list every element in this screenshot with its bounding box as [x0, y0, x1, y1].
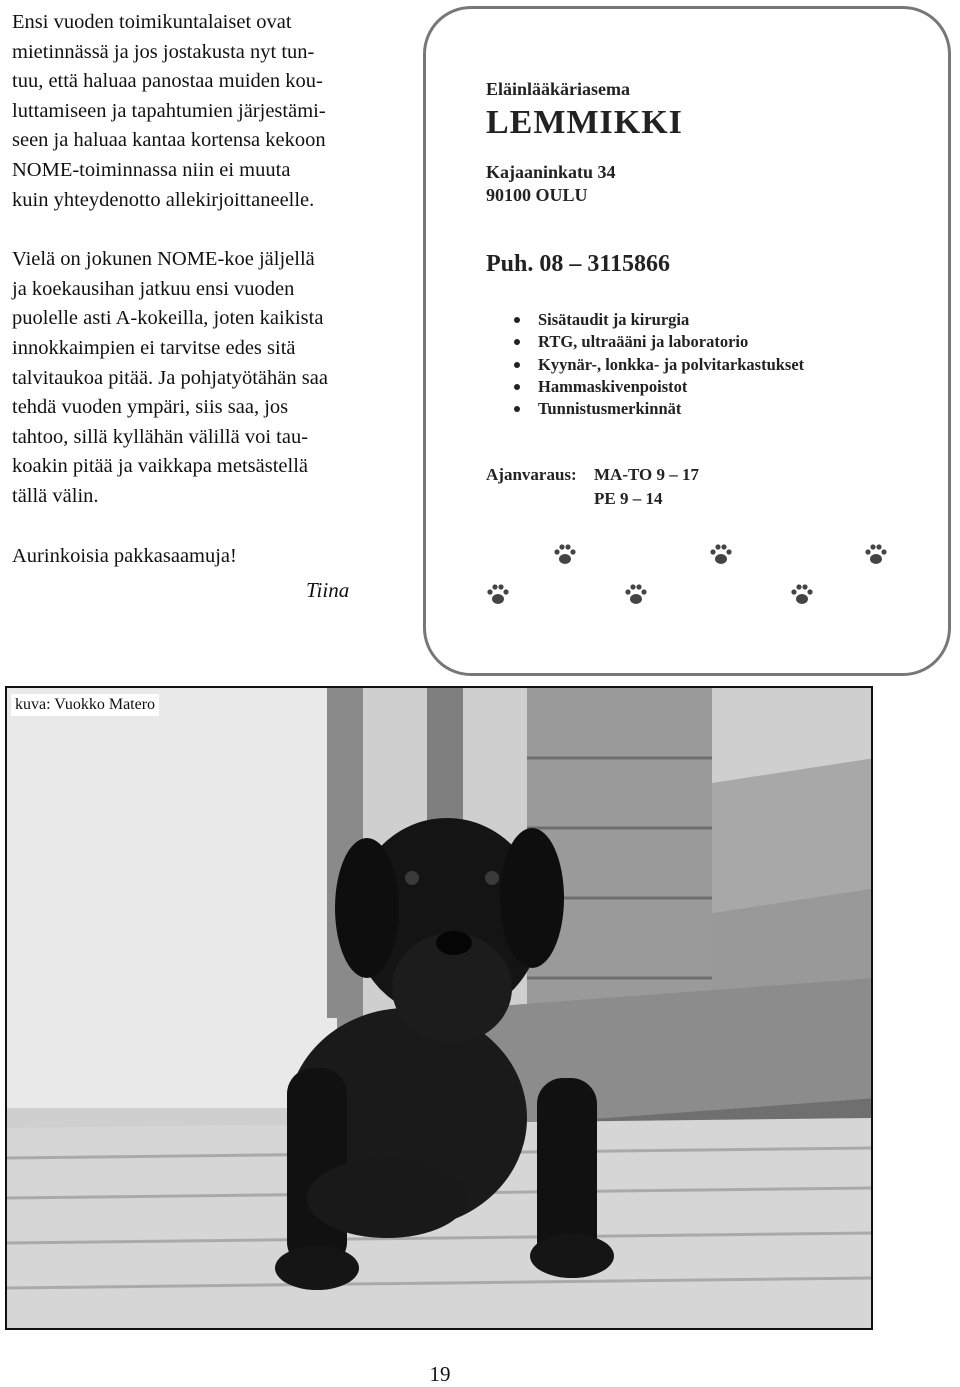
ad-service-item: Kyynär-, lonkka- ja polvitarkastukset	[514, 354, 804, 376]
puppy-photo	[5, 686, 873, 1330]
paw-print-icon	[552, 543, 578, 567]
puppy-photo-illustration	[7, 688, 873, 1330]
text-line: seen ja haluaa kantaa kortensa kekoon	[12, 129, 326, 152]
text-line: talvitaukoa pitää. Ja pohjatyötähän saa	[12, 366, 328, 389]
text-line: Vielä on jokunen NOME-koe jäljellä	[12, 248, 315, 271]
ad-services-list	[514, 309, 804, 420]
ad-city: 90100 OULU	[486, 185, 588, 205]
ad-clinic-type: Eläinlääkäriasema	[486, 79, 631, 99]
text-line: innokkaimpien ei tarvitse edes sitä	[12, 336, 296, 359]
page-number: 19	[429, 1362, 451, 1386]
ad-service-item: Tunnistusmerkinnät	[514, 398, 804, 420]
text-line: tuu, että haluaa panostaa muiden kou-	[12, 70, 323, 93]
ad-service-item: RTG, ultraääni ja laboratorio	[514, 331, 804, 353]
text-line: mietinnässä ja jos jostakusta nyt tun-	[12, 40, 315, 63]
paw-print-icon	[708, 543, 734, 567]
text-line: tällä välin.	[12, 484, 99, 507]
ad-service-item: Hammaskivenpoistot	[514, 376, 804, 398]
text-line: tehdä vuoden ympäri, siis saa, jos	[12, 396, 289, 419]
text-line: Ensi vuoden toimikuntalaiset ovat	[12, 11, 292, 33]
text-line: koakin pitää ja vaikkapa metsästellä	[12, 455, 308, 478]
text-line: puolelle asti A-kokeilla, joten kaikista	[12, 307, 324, 330]
paw-print-icon	[789, 583, 815, 607]
text-line: luttamiseen ja tapahtumien järjestämi-	[12, 99, 326, 122]
paw-print-icon	[485, 583, 511, 607]
photo-credit: kuva: Vuokko Matero	[11, 694, 159, 716]
vet-clinic-ad	[423, 6, 951, 676]
paw-print-icon	[863, 543, 889, 567]
greeting: Aurinkoisia pakkasaamuja!	[12, 544, 237, 567]
text-line: tahtoo, sillä kyllähän välillä voi tau-	[12, 425, 309, 448]
text-line: NOME-toiminnassa niin ei muuta	[12, 158, 291, 181]
ad-clinic-name: LEMMIKKI	[486, 104, 683, 141]
article-paragraph-2	[12, 245, 427, 511]
ad-hours-weekdays: MA-TO 9 – 17	[594, 465, 699, 484]
ad-hours-friday: PE 9 – 14	[594, 489, 663, 508]
article-paragraph-1	[12, 8, 427, 215]
ad-street: Kajaaninkatu 34	[486, 162, 616, 182]
signature: Tiina	[306, 578, 350, 602]
paw-print-icon	[623, 583, 649, 607]
text-line: kuin yhteydenotto allekirjoittaneelle.	[12, 188, 315, 211]
ad-service-item: Sisätaudit ja kirurgia	[514, 309, 804, 331]
text-line: ja koekausihan jatkuu ensi vuoden	[12, 277, 295, 300]
ad-phone: Puh. 08 – 3115866	[486, 251, 671, 277]
article-text-column	[12, 8, 427, 571]
ad-hours-label: Ajanvaraus:	[486, 465, 577, 484]
